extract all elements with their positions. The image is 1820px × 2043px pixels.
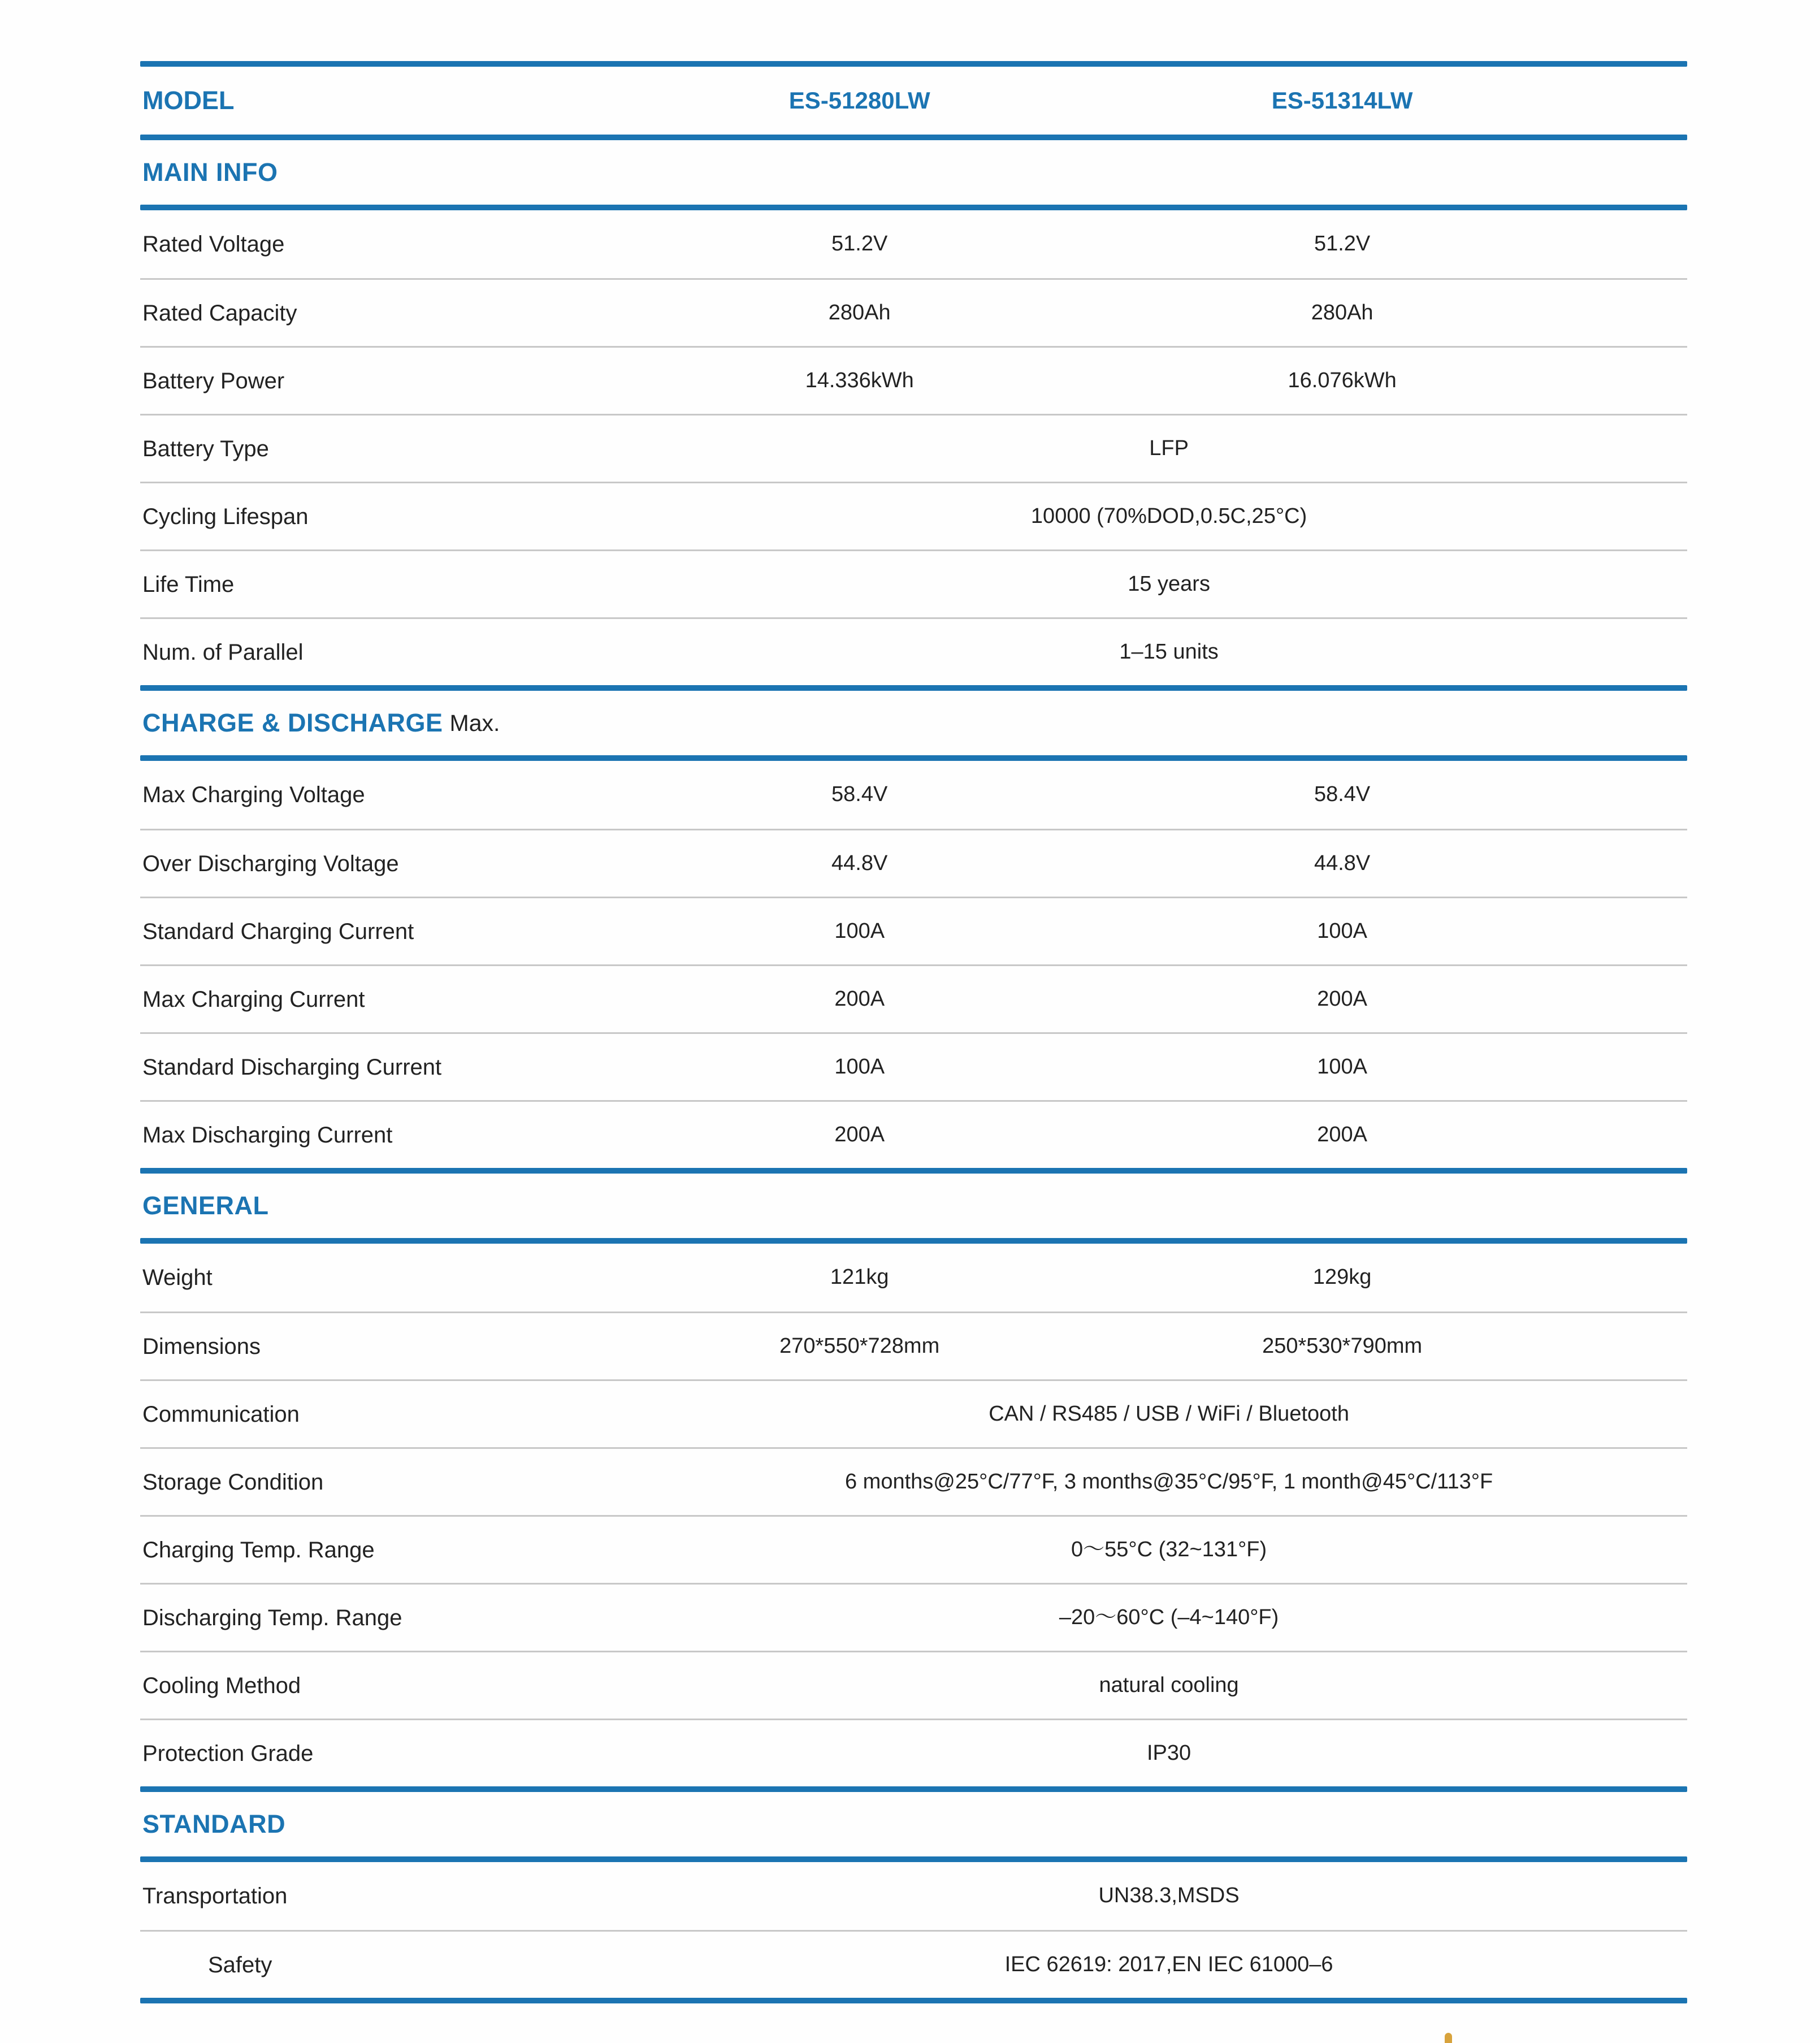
row-label: Communication [142, 1401, 300, 1427]
row-value-col2: 280Ah [1311, 300, 1373, 324]
section-divider-rule [140, 205, 1687, 210]
section-divider-rule [140, 1786, 1687, 1792]
row-label: Over Discharging Voltage [142, 851, 399, 876]
table-row [140, 278, 1687, 346]
row-value-span: IP30 [1147, 1741, 1191, 1765]
section-header-row-standard [140, 1792, 1687, 1856]
row-value-span: CAN / RS485 / USB / WiFi / Bluetooth [989, 1401, 1349, 1426]
table-row [140, 482, 1687, 549]
row-label: Max Charging Voltage [142, 782, 365, 807]
row-value-span: natural cooling [1099, 1673, 1239, 1697]
row-value-col1: 280Ah [828, 300, 891, 324]
table-row [140, 1930, 1687, 1998]
row-value-col2: 51.2V [1314, 232, 1371, 256]
row-label: Weight [142, 1265, 213, 1290]
row-value-span: IEC 62619: 2017,EN IEC 61000–6 [1004, 1952, 1333, 1976]
row-label: Cycling Lifespan [142, 504, 309, 529]
section-title-standard: STANDARD [142, 1810, 286, 1838]
row-value-col2: 16.076kWh [1288, 368, 1397, 392]
table-top-rule [140, 61, 1687, 67]
row-value-col1: 121kg [830, 1265, 889, 1289]
row-label: Transportation [142, 1884, 288, 1908]
table-row [140, 1311, 1687, 1379]
row-value-col2: 129kg [1312, 1265, 1372, 1289]
row-value-col1: 270*550*728mm [779, 1334, 940, 1358]
model-name-col2: ES-51314LW [1271, 87, 1413, 114]
table-row [140, 1583, 1687, 1651]
table-row [140, 210, 1687, 278]
row-label: Rated Capacity [142, 300, 297, 326]
table-row [140, 761, 1687, 829]
row-value-span: 15 years [1128, 572, 1210, 596]
table-row [140, 1379, 1687, 1447]
row-value-span: –20～60°C (–4~140°F) [1059, 1605, 1279, 1629]
row-value-col1: 100A [834, 919, 885, 943]
table-row [140, 964, 1687, 1032]
section-divider-rule [140, 685, 1687, 691]
section-title-general: GENERAL [142, 1191, 269, 1220]
table-row [140, 1651, 1687, 1719]
row-value-col1: 14.336kWh [805, 368, 914, 392]
row-label: Battery Power [142, 368, 285, 393]
row-value-col1: 58.4V [831, 782, 888, 807]
row-value-col2: 250*530*790mm [1262, 1334, 1423, 1358]
table-row [140, 414, 1687, 482]
row-label: Discharging Temp. Range [142, 1605, 402, 1630]
row-label: Standard Discharging Current [142, 1054, 442, 1080]
section-header-row-charge-discharge [140, 691, 1687, 755]
row-label: Safety [208, 1952, 272, 1977]
table-row [140, 1447, 1687, 1515]
section-header-row-general [140, 1174, 1687, 1238]
row-value-span: LFP [1149, 436, 1189, 460]
model-column-header: MODEL [142, 86, 235, 115]
row-value-col1: 44.8V [831, 851, 888, 875]
section-title-suffix: Max. [449, 709, 500, 736]
spec-table [140, 61, 1687, 2003]
row-value-span: 10000 (70%DOD,0.5C,25°C) [1030, 504, 1307, 528]
table-row [140, 829, 1687, 897]
table-row [140, 1100, 1687, 1168]
row-value-col1: 51.2V [831, 232, 888, 256]
table-row [140, 617, 1687, 685]
table-row [140, 549, 1687, 617]
row-label: Standard Charging Current [142, 919, 414, 944]
row-label: Battery Type [142, 436, 269, 461]
row-label: Num. of Parallel [142, 639, 304, 665]
table-row [140, 1244, 1687, 1311]
section-divider-rule [140, 1856, 1687, 1862]
row-value-span: 1–15 units [1119, 639, 1219, 664]
row-label: Protection Grade [142, 1741, 314, 1766]
section-divider-rule [140, 1238, 1687, 1244]
table-row [140, 346, 1687, 414]
row-label: Charging Temp. Range [142, 1537, 375, 1562]
row-label: Cooling Method [142, 1673, 301, 1698]
row-label: Max Discharging Current [142, 1122, 393, 1148]
gold-mark-decoration [1445, 2033, 1452, 2043]
row-value-span: UN38.3,MSDS [1098, 1884, 1240, 1908]
row-value-col2: 58.4V [1314, 782, 1371, 807]
table-row [140, 1032, 1687, 1100]
section-divider-rule [140, 755, 1687, 761]
table-bottom-rule [140, 1998, 1687, 2003]
model-header-row [140, 67, 1687, 135]
section-title-charge-discharge: CHARGE & DISCHARGE [142, 708, 443, 737]
row-value-span: 6 months@25°C/77°F, 3 months@35°C/95°F, 1 month@45°C/113°F [844, 1469, 1493, 1494]
row-value-col2: 100A [1317, 1054, 1367, 1079]
section-header-row-main-info [140, 140, 1687, 205]
row-value-col2: 100A [1317, 919, 1367, 943]
table-row [140, 897, 1687, 964]
section-title-main-info: MAIN INFO [142, 158, 278, 187]
table-row [140, 1515, 1687, 1583]
row-value-col2: 200A [1317, 1122, 1367, 1146]
row-value-col2: 44.8V [1314, 851, 1371, 875]
table-row [140, 1862, 1687, 1930]
row-value-span: 0～55°C (32~131°F) [1071, 1537, 1267, 1561]
section-divider-rule [140, 1168, 1687, 1174]
row-value-col1: 200A [834, 986, 885, 1011]
section-divider-rule [140, 135, 1687, 140]
row-value-col2: 200A [1317, 986, 1367, 1011]
row-value-col1: 100A [834, 1054, 885, 1079]
row-label: Dimensions [142, 1334, 261, 1359]
row-value-col1: 200A [834, 1122, 885, 1146]
row-label: Rated Voltage [142, 232, 285, 257]
row-label: Max Charging Current [142, 986, 365, 1012]
row-label: Storage Condition [142, 1469, 324, 1495]
model-name-col1: ES-51280LW [788, 87, 930, 114]
row-label: Life Time [142, 572, 235, 597]
table-row [140, 1719, 1687, 1786]
